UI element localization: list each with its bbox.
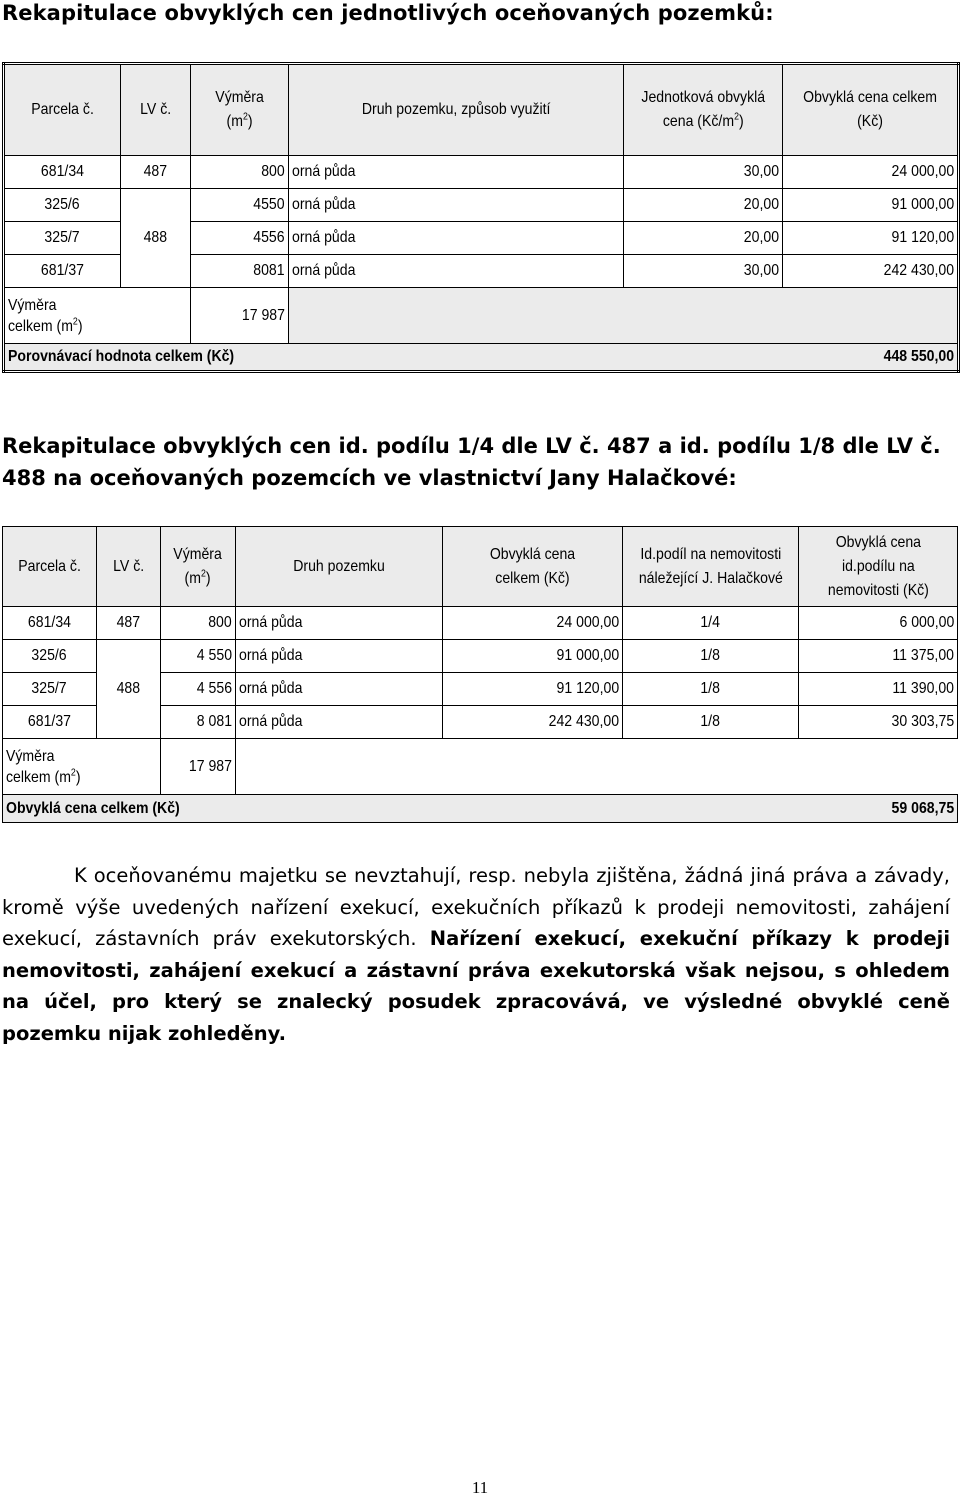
header-celkem: Obvyklá cena celkem (Kč) <box>443 527 623 607</box>
header-lv: LV č. <box>97 527 161 607</box>
comparison-row <box>4 344 959 372</box>
lv-488-cell: 488 <box>97 640 161 739</box>
total-area-row <box>4 288 959 344</box>
table-row: 681/37 8081 orná půda 30,00 242 430,00 <box>4 255 959 288</box>
header-cena-podilu: Obvyklá cena id.podílu na nemovitosti (Kč) <box>799 527 958 607</box>
header-lv: LV č. <box>121 64 191 156</box>
page-number: 11 <box>471 1478 489 1497</box>
heading-land-prices: Rekapitulace obvyklých cen jednotlivých oceňovaných pozemků: <box>2 1 774 25</box>
table-row: 325/7 4 556 orná půda 91 120,00 1/8 11 390,00 <box>3 673 958 706</box>
total-price-label: Obvyklá cena celkem (Kč) <box>3 795 443 823</box>
header-vymera: Výměra $(m^2)$ <box>161 527 236 607</box>
total-area-value: 17 987 <box>191 288 289 344</box>
table-header-row <box>3 527 958 607</box>
total-price-row <box>3 795 958 823</box>
table-row: 325/6 488 4550 orná půda 20,00 91 000,00 <box>4 189 959 222</box>
paragraph-encumbrances <box>2 860 950 1049</box>
total-area-label: Výměra celkem $(m^2)$ <box>4 288 191 344</box>
total-price-value: 59 068,75 <box>799 795 958 823</box>
header-jednotkova: Jednotková obvyklá cena $(Kč/m^2)$ <box>624 64 783 156</box>
header-druh: Druh pozemku, způsob využití <box>289 64 624 156</box>
table-row: 681/34 487 800 orná půda 30,00 24 000,00 <box>4 156 959 189</box>
table-share-prices <box>2 526 958 823</box>
heading-share-prices: Rekapitulace obvyklých cen id. podílu 1/4 dle LV č. 487 a id. podílu 1/8 dle LV č. 488 na oceňovaných pozemcích ve vlastnictví Jany Halačkové: <box>2 434 941 490</box>
header-parcela: Parcela č. <box>3 527 97 607</box>
header-podil: Id.podíl na nemovitosti náležející J. Halačkové <box>623 527 799 607</box>
paragraph-bold: Nařízení exekucí, exekuční příkazy k prodeji nemovitosti, zahájení exekucí a zástavní práva exekutorská však nejsou, s ohledem na účel, pro který se znalecký posudek zpracovává, ve výsledné obvyklé ceně pozemku nijak zohleděny. <box>2 927 951 1045</box>
table-row: 681/37 8 081 orná půda 242 430,00 1/8 30 303,75 <box>3 706 958 739</box>
header-parcela: Parcela č. <box>4 64 121 156</box>
table-row: 325/7 4556 orná půda 20,00 91 120,00 <box>4 222 959 255</box>
table-land-prices <box>2 62 960 373</box>
header-druh: Druh pozemku <box>236 527 443 607</box>
total-area-value: 17 987 <box>161 739 236 795</box>
total-area-label: Výměra celkem $(m^2)$ <box>3 739 161 795</box>
table-row: 325/6 488 4 550 orná půda 91 000,00 1/8 11 375,00 <box>3 640 958 673</box>
paragraph-normal: K oceňovanému majetku se nevztahují, resp. nebyla zjištěna, žádná jiná práva a závady, kromě výše uvedených nařízení exekucí, exekučních příkazů k prodeji nemovitosti, zahájení exekucí, zástavních práv exekutorských. <box>2 864 950 950</box>
table-header-row <box>4 64 959 156</box>
comparison-label: Porovnávací hodnota celkem (Kč) <box>4 344 624 372</box>
comparison-value: 448 550,00 <box>783 344 959 372</box>
header-celkem: Obvyklá cena celkem (Kč) <box>783 64 959 156</box>
table-row: 681/34 487 800 orná půda 24 000,00 1/4 6 000,00 <box>3 607 958 640</box>
total-area-row <box>3 739 958 795</box>
lv-488-cell: 488 <box>121 189 191 288</box>
header-vymera: Výměra $(m^2)$ <box>191 64 289 156</box>
